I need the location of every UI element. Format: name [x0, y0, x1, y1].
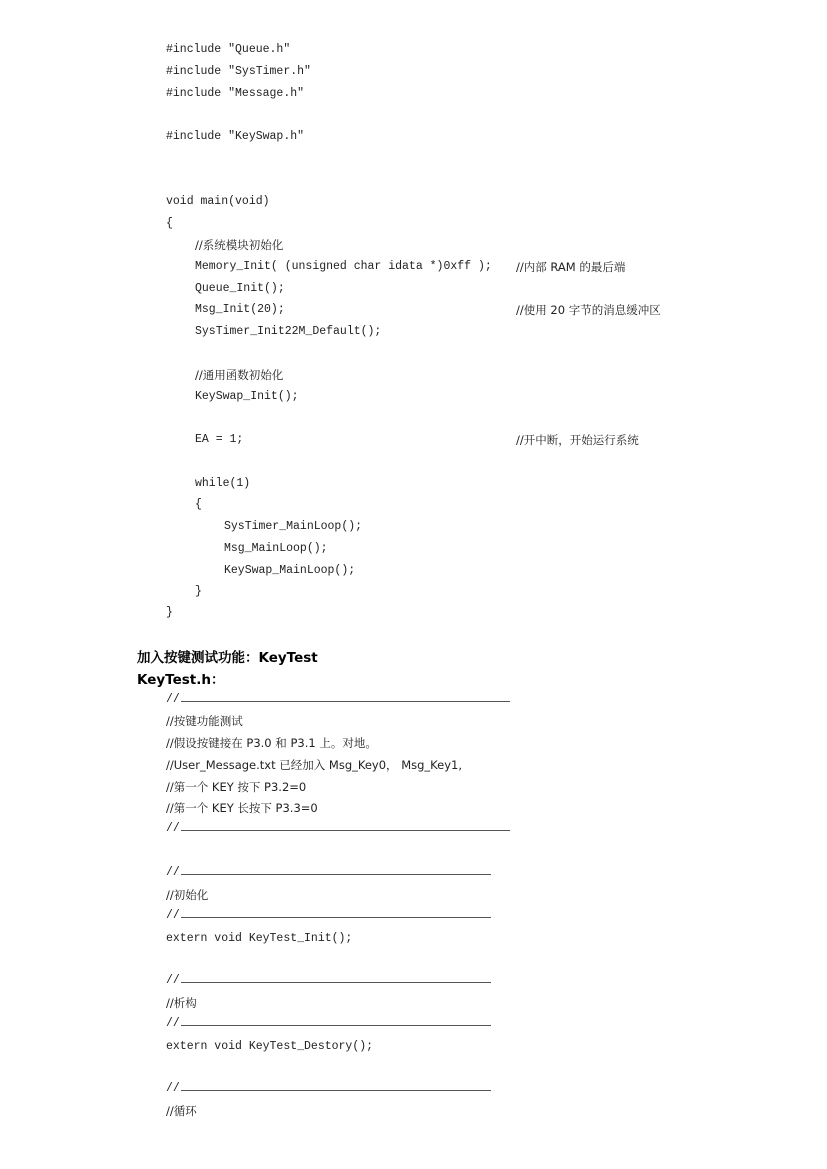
- include-queue: #include "Queue.h": [166, 43, 291, 56]
- separator-line: [181, 1025, 491, 1026]
- queue-init-line: Queue_Init();: [195, 282, 285, 295]
- keyswap-init-line: KeySwap_Init();: [195, 390, 299, 403]
- memory-init-comment: //内部 RAM 的最后端: [516, 260, 626, 274]
- while-open-brace: {: [195, 498, 202, 511]
- comment-assume-pins: //假设按键接在 P3.0 和 P3.1 上。对地。: [166, 736, 377, 750]
- separator-long-comment: //: [166, 693, 180, 706]
- memory-init-line: Memory_Init( (unsigned char idata *)0xff );: [195, 260, 492, 273]
- separator-short-comment: //: [166, 1017, 180, 1030]
- keytest-destory-decl: extern void KeyTest_Destory();: [166, 1040, 374, 1053]
- separator-short-comment: //: [166, 1082, 180, 1095]
- separator-line: [181, 917, 491, 918]
- section-heading: 加入按键测试功能：KeyTest: [137, 650, 318, 666]
- msg-init-line: Msg_Init(20);: [195, 303, 285, 316]
- while-close-brace: }: [195, 585, 202, 598]
- comment-init: //初始化: [166, 888, 209, 902]
- keyswap-mainloop-line: KeySwap_MainLoop();: [224, 564, 356, 577]
- separator-short-comment: //: [166, 909, 180, 922]
- separator-short-comment: //: [166, 974, 180, 987]
- keytest-init-decl: extern void KeyTest_Init();: [166, 932, 353, 945]
- comment-destroy: //析构: [166, 996, 197, 1010]
- msg-mainloop-line: Msg_MainLoop();: [224, 542, 328, 555]
- comment-user-message: //User_Message.txt 已经加入 Msg_Key0， Msg_Key1,: [166, 758, 462, 772]
- separator-line: [181, 874, 491, 875]
- ea-comment: //开中断，开始运行系统: [516, 433, 639, 447]
- separator-line: [181, 1090, 491, 1091]
- main-declaration: void main(void): [166, 195, 270, 208]
- comment-sys-init: //系统模块初始化: [195, 238, 284, 252]
- systimer-mainloop-line: SysTimer_MainLoop();: [224, 520, 363, 533]
- msg-init-comment: //使用 20 字节的消息缓冲区: [516, 303, 661, 317]
- systimer-init-line: SysTimer_Init22M_Default();: [195, 325, 382, 338]
- separator-short-comment: //: [166, 866, 180, 879]
- ea-line: EA = 1;: [195, 433, 244, 446]
- separator-line: [181, 701, 510, 702]
- separator-long-comment: //: [166, 822, 180, 835]
- main-close-brace: }: [166, 606, 173, 619]
- include-systimer: #include "SysTimer.h": [166, 65, 311, 78]
- while-line: while(1): [195, 477, 251, 490]
- comment-loop: //循环: [166, 1104, 197, 1118]
- include-keyswap: #include "KeySwap.h": [166, 130, 305, 143]
- file-label: KeyTest.h：: [137, 672, 225, 688]
- separator-line: [181, 830, 510, 831]
- comment-key-long-press: //第一个 KEY 长按下 P3.3=0: [166, 801, 318, 815]
- separator-line: [181, 982, 491, 983]
- include-message: #include "Message.h": [166, 87, 305, 100]
- comment-key-press: //第一个 KEY 按下 P3.2=0: [166, 780, 307, 794]
- comment-keytest-title: //按键功能测试: [166, 714, 243, 728]
- main-open-brace: {: [166, 217, 173, 230]
- comment-func-init: //通用函数初始化: [195, 368, 284, 382]
